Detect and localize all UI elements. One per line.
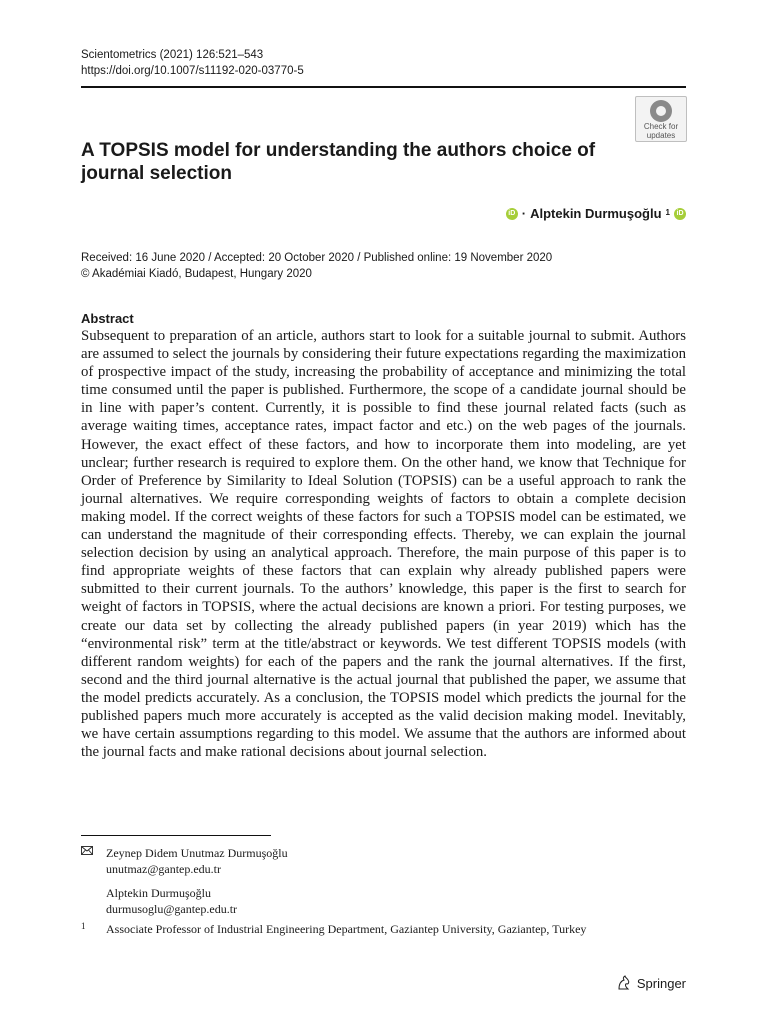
correspondent-email[interactable]: durmusoglu@gantep.edu.tr bbox=[106, 902, 238, 916]
author-line bbox=[506, 206, 686, 221]
copyright-line: © Akadémiai Kiadó, Budapest, Hungary 2020 bbox=[81, 268, 312, 280]
article-header bbox=[81, 47, 304, 79]
orcid-icon[interactable]: iD bbox=[506, 208, 518, 220]
date-history: Received: 16 June 2020 / Accepted: 20 October 2020 / Published online: 19 November 2020 bbox=[81, 252, 553, 264]
affiliation-text: Associate Professor of Industrial Engineering Department, Gaziantep University, Gaziantep, Turkey bbox=[106, 922, 587, 936]
doi-link[interactable]: https://doi.org/10.1007/s11192-020-03770-5 bbox=[81, 65, 304, 77]
correspondent-name: Alptekin Durmuşoğlu bbox=[106, 886, 211, 900]
abstract-heading: Abstract bbox=[81, 311, 134, 326]
author-affiliation-mark: 1 bbox=[665, 208, 670, 217]
author-name: Alptekin Durmuşoğlu bbox=[530, 206, 662, 221]
paper-title: A TOPSIS model for understanding the authors choice of journal selection bbox=[81, 140, 596, 184]
journal-citation: Scientometrics (2021) 126:521–543 bbox=[81, 49, 264, 61]
affiliation-footnote bbox=[81, 921, 641, 937]
abstract-text: Subsequent to preparation of an article, authors start to look for a suitable journal to submit. Authors are assumed to select the journals by considering their future expectations regarding the maximization of prospective impact of the study, increasing the probability of acceptance and minimizing the total time consumed until the paper is published. Furthermore, the scope of a candidate journal should be in line with paper’s content. Currently, it is possible to find these journal related facts (such as average waiting times, acceptance rates, impact factor and etc.) on the web pages of the journals. However, the exact effect of these factors, and how to incorporate them into modeling, are yet unclear; further research is required to explore them. On the other hand, we know that Technique for Order of Preference by Similarity to Ideal Solution (TOPSIS) can be a useful approach to rank the journal alternatives. We require corresponding weights of factors to obtain a complete decision making model. If the correct weights of these factors for such a TOPSIS model can be estimated, we can understand the magnitude of their corresponding effects. Thereby, we can explain the journal selection decision by using an analytical approach. Therefore, the main purpose of this paper is to find appropriate weights of these factors that can explain why already published papers were submitted to their current journals. To the authors’ knowledge, this paper is the first to search for weight of factors in TOPSIS, where the actual decisions are known a priori. For testing purposes, we create our data set by collecting the already published papers (in year 2019) which has the “environmental risk” term at the title/abstract or keywords. We test different TOPSIS models (with different random weights) for each of the papers and the rank the journal alternatives. If the first, second and the third journal alternative is the actual journal that published the paper, we assume that the model predicts accurately. As a conclusion, the TOPSIS model which predicts the journal for the published papers much more accurately is accepted as the valid decision making model. Inevitably, we have certain assumptions regarding to this model. We assume that the authors are informed about the journal facts and make rational decisions about journal selection. bbox=[81, 328, 686, 761]
header-divider bbox=[81, 86, 686, 88]
correspondence-block bbox=[81, 845, 288, 917]
envelope-icon bbox=[81, 846, 93, 855]
badge-label: Check for updates bbox=[643, 122, 679, 140]
orcid-icon[interactable]: iD bbox=[674, 208, 686, 220]
correspondent-1 bbox=[106, 845, 288, 877]
check-for-updates-badge[interactable] bbox=[635, 96, 687, 142]
springer-horse-icon bbox=[616, 975, 632, 991]
correspondent-email[interactable]: unutmaz@gantep.edu.tr bbox=[106, 862, 222, 876]
affiliation-number: 1 bbox=[81, 921, 86, 931]
check-for-updates-icon bbox=[650, 100, 672, 122]
publisher-name: Springer bbox=[636, 975, 686, 991]
publisher-logo bbox=[616, 975, 686, 991]
publication-dates bbox=[81, 250, 552, 282]
footnote-divider bbox=[81, 835, 271, 836]
correspondent-name: Zeynep Didem Unutmaz Durmuşoğlu bbox=[106, 846, 288, 860]
author-separator: · bbox=[521, 206, 527, 221]
correspondent-2 bbox=[106, 885, 288, 917]
